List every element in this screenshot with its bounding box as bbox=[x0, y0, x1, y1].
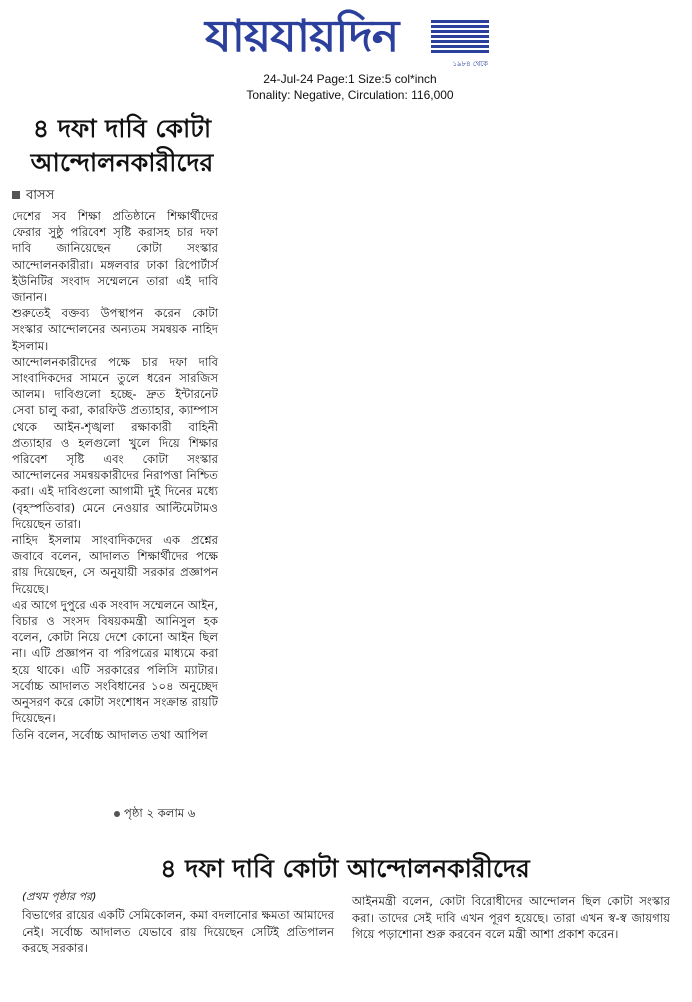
article-headline bbox=[22, 112, 222, 180]
article-body bbox=[12, 208, 218, 743]
square-bullet-icon bbox=[12, 191, 20, 199]
continuation-body-right bbox=[352, 893, 670, 943]
paragraph: শুরুতেই বক্তব্য উপস্থাপন করেন কোটা সংস্কার আন্দোলনের অন্যতম সমন্বয়ক নাহিদ ইসলাম। bbox=[12, 306, 218, 353]
paragraph: তিনি বলেন, সর্বোচ্চ আদালত তথা আপিল bbox=[12, 727, 208, 742]
paragraph: বিভাগের রায়ের একটি সেমিকোলন, কমা বদলানোর ক্ষমতা আমাদের নেই। সর্বোচ্চ আদালত যেভাবে রায় দিয়েছেন সেটিই প্রতিপালন করছে সরকার। bbox=[22, 908, 334, 955]
continued-reference bbox=[114, 805, 195, 824]
logo-stripes bbox=[431, 20, 489, 58]
newspaper-masthead bbox=[205, 8, 490, 70]
from-first-page-label: (প্রথম পৃষ্ঠার পর) bbox=[22, 890, 97, 903]
continuation-headline: ৪ দফা দাবি কোটা আন্দোলনকারীদের bbox=[160, 854, 530, 883]
clipping-meta-date: 24-Jul-24 Page:1 Size:5 col*inch bbox=[263, 72, 437, 86]
newspaper-logo: যায়যায়দিন bbox=[205, 11, 399, 62]
paragraph: নাহিদ ইসলাম সাংবাদিকদের এক প্রশ্নের জবাবে বলেন, আদালত শিক্ষার্থীদের পক্ষে রায় দিয়েছেন, সে অনুযায়ী সরকার প্রজ্ঞাপন দিয়েছে। bbox=[12, 533, 218, 596]
byline-text: বাসস bbox=[26, 188, 55, 203]
clipping-meta-tonality: Tonality: Negative, Circulation: 116,000 bbox=[246, 88, 454, 102]
paragraph: এর আগে দুপুরে এক সংবাদ সম্মেলনে আইন, বিচার ও সংসদ বিষয়কমন্ত্রী আনিসুল হক বলেন, কোটা নিয়ে দেশে কোনো আইন ছিল না। এটি প্রজ্ঞাপন বা পরিপত্রের মাধ্যমে করা হয়ে থাকে। এটি সরকারের পলিসি ম্যাটার। সর্বোচ্চ আদালত সংবিধানের ১০৪ অনুচ্ছেদ অনুসরণ করে কোটা সংশোধন সংক্রান্ত রায়টি দিয়েছেন। bbox=[12, 597, 218, 726]
byline bbox=[12, 186, 54, 207]
bullet-dot-icon bbox=[114, 811, 120, 817]
paragraph: আন্দোলনকারীদের পক্ষে চার দফা দাবি সাংবাদিকদের সামনে তুলে ধরেন সারজিস আলম। দাবিগুলো হচ্ছে- দ্রুত ইন্টারনেট সেবা চালু করা, কারফিউ প্রত্যাহার, ক্যাম্পাস থেকে আইন-শৃঙ্খলা রক্ষাকারী বাহিনী প্রত্যাহার ও হলগুলো খুলে দিয়ে শিক্ষার পরিবেশ সৃষ্টি এবং কোটা সংস্কার আন্দোলনের সমন্বয়কারীদের নিরাপত্তা নিশ্চিত করা। এই দাবিগুলো আগামী দুই দিনের মধ্যে (বৃহস্পতিবার) মেনে নেওয়ার আল্টিমেটামও দিয়েছেন তারা। bbox=[12, 354, 218, 531]
headline-line-1: ৪ দফা দাবি কোটা bbox=[32, 114, 212, 143]
logo-since-text: ১৯৮৪ থেকে bbox=[452, 60, 488, 68]
paragraph: দেশের সব শিক্ষা প্রতিষ্ঠানে শিক্ষার্থীদের ফেরার সুষ্ঠু পরিবেশ সৃষ্টি করাসহ চার দফা দাবি জানিয়েছেন কোটা সংস্কার আন্দোলনকারীরা। মঙ্গলবার ঢাকা রিপোর্টার্স ইউনিটির সংবাদ সম্মেলনে তারা এই দাবি জানান। bbox=[12, 209, 218, 305]
headline-line-2: আন্দোলনকারীদের bbox=[30, 148, 214, 177]
continued-text: পৃষ্ঠা ২ কলাম ৬ bbox=[124, 806, 196, 820]
continuation-body-left bbox=[22, 907, 334, 957]
paragraph: আইনমন্ত্রী বলেন, কোটা বিরোধীদের আন্দোলন ছিল কোটা সংস্কার করা। তাদের সেই দাবি এখন পূরণ হয়েছে। তারা এখন স্ব-স্ব জায়গায় গিয়ে পড়াশোনা শুরু করবেন বলে মন্ত্রী আশা প্রকাশ করেন। bbox=[352, 894, 670, 941]
